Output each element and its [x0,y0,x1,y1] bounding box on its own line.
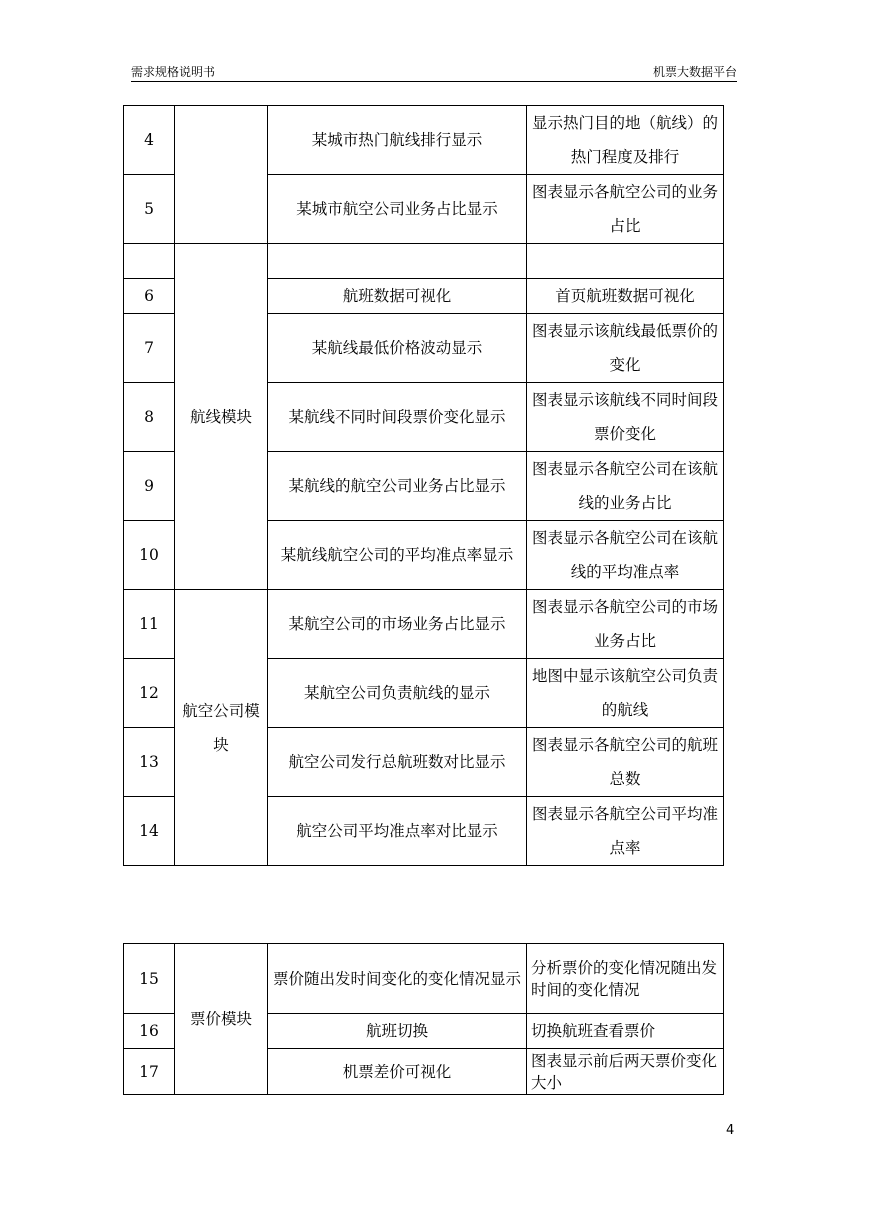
function-description: 图表显示各航空公司的市场业务占比 [527,590,724,659]
module-cell: 票价模块 [175,944,268,1095]
function-description: 切换航班查看票价 [527,1014,724,1049]
row-number: 14 [124,797,175,866]
function-item: 某航线最低价格波动显示 [268,314,527,383]
row-number: 11 [124,590,175,659]
function-item: 票价随出发时间变化的变化情况显示 [268,944,527,1014]
row-number: 8 [124,383,175,452]
function-item: 某城市航空公司业务占比显示 [268,175,527,244]
header-doc-title: 需求规格说明书 [131,65,216,79]
function-description: 首页航班数据可视化 [527,279,724,314]
function-item: 航空公司平均准点率对比显示 [268,797,527,866]
function-item: 航空公司发行总航班数对比显示 [268,728,527,797]
function-item: 某航空公司的市场业务占比显示 [268,590,527,659]
function-item: 机票差价可视化 [268,1049,527,1095]
table-row [124,106,724,175]
row-number: 17 [124,1049,175,1095]
row-number: 9 [124,452,175,521]
function-item: 某航线航空公司的平均准点率显示 [268,521,527,590]
function-description [527,244,724,279]
module-cell: 航空公司模块 [175,590,268,866]
row-number [124,244,175,279]
function-description: 图表显示该航线最低票价的变化 [527,314,724,383]
row-number: 7 [124,314,175,383]
function-item: 航班切换 [268,1014,527,1049]
function-item: 某航空公司负责航线的显示 [268,659,527,728]
module-cell: 航线模块 [175,244,268,590]
function-description: 图表显示各航空公司的业务占比 [527,175,724,244]
requirements-table-2 [123,943,724,1095]
page-header [131,62,737,82]
function-description: 图表显示前后两天票价变化大小 [527,1049,724,1095]
function-item: 航班数据可视化 [268,279,527,314]
function-description: 分析票价的变化情况随出发时间的变化情况 [527,944,724,1014]
function-description: 图表显示该航线不同时间段票价变化 [527,383,724,452]
function-description: 图表显示各航空公司的航班总数 [527,728,724,797]
row-number: 10 [124,521,175,590]
row-number: 6 [124,279,175,314]
function-item [268,244,527,279]
requirements-table-1 [123,105,724,866]
module-cell [175,106,268,244]
function-description: 显示热门目的地（航线）的热门程度及排行 [527,106,724,175]
header-project-title: 机票大数据平台 [652,65,737,79]
page-number: 4 [726,1123,735,1138]
row-number: 16 [124,1014,175,1049]
function-description: 地图中显示该航空公司负责的航线 [527,659,724,728]
row-number: 4 [124,106,175,175]
function-item: 某航线的航空公司业务占比显示 [268,452,527,521]
row-number: 5 [124,175,175,244]
row-number: 12 [124,659,175,728]
function-item: 某城市热门航线排行显示 [268,106,527,175]
function-description: 图表显示各航空公司平均准点率 [527,797,724,866]
table-row [124,590,724,659]
function-description: 图表显示各航空公司在该航线的业务占比 [527,452,724,521]
table-row [124,944,724,1014]
table-row [124,244,724,279]
function-item: 某航线不同时间段票价变化显示 [268,383,527,452]
row-number: 15 [124,944,175,1014]
row-number: 13 [124,728,175,797]
function-description: 图表显示各航空公司在该航线的平均准点率 [527,521,724,590]
